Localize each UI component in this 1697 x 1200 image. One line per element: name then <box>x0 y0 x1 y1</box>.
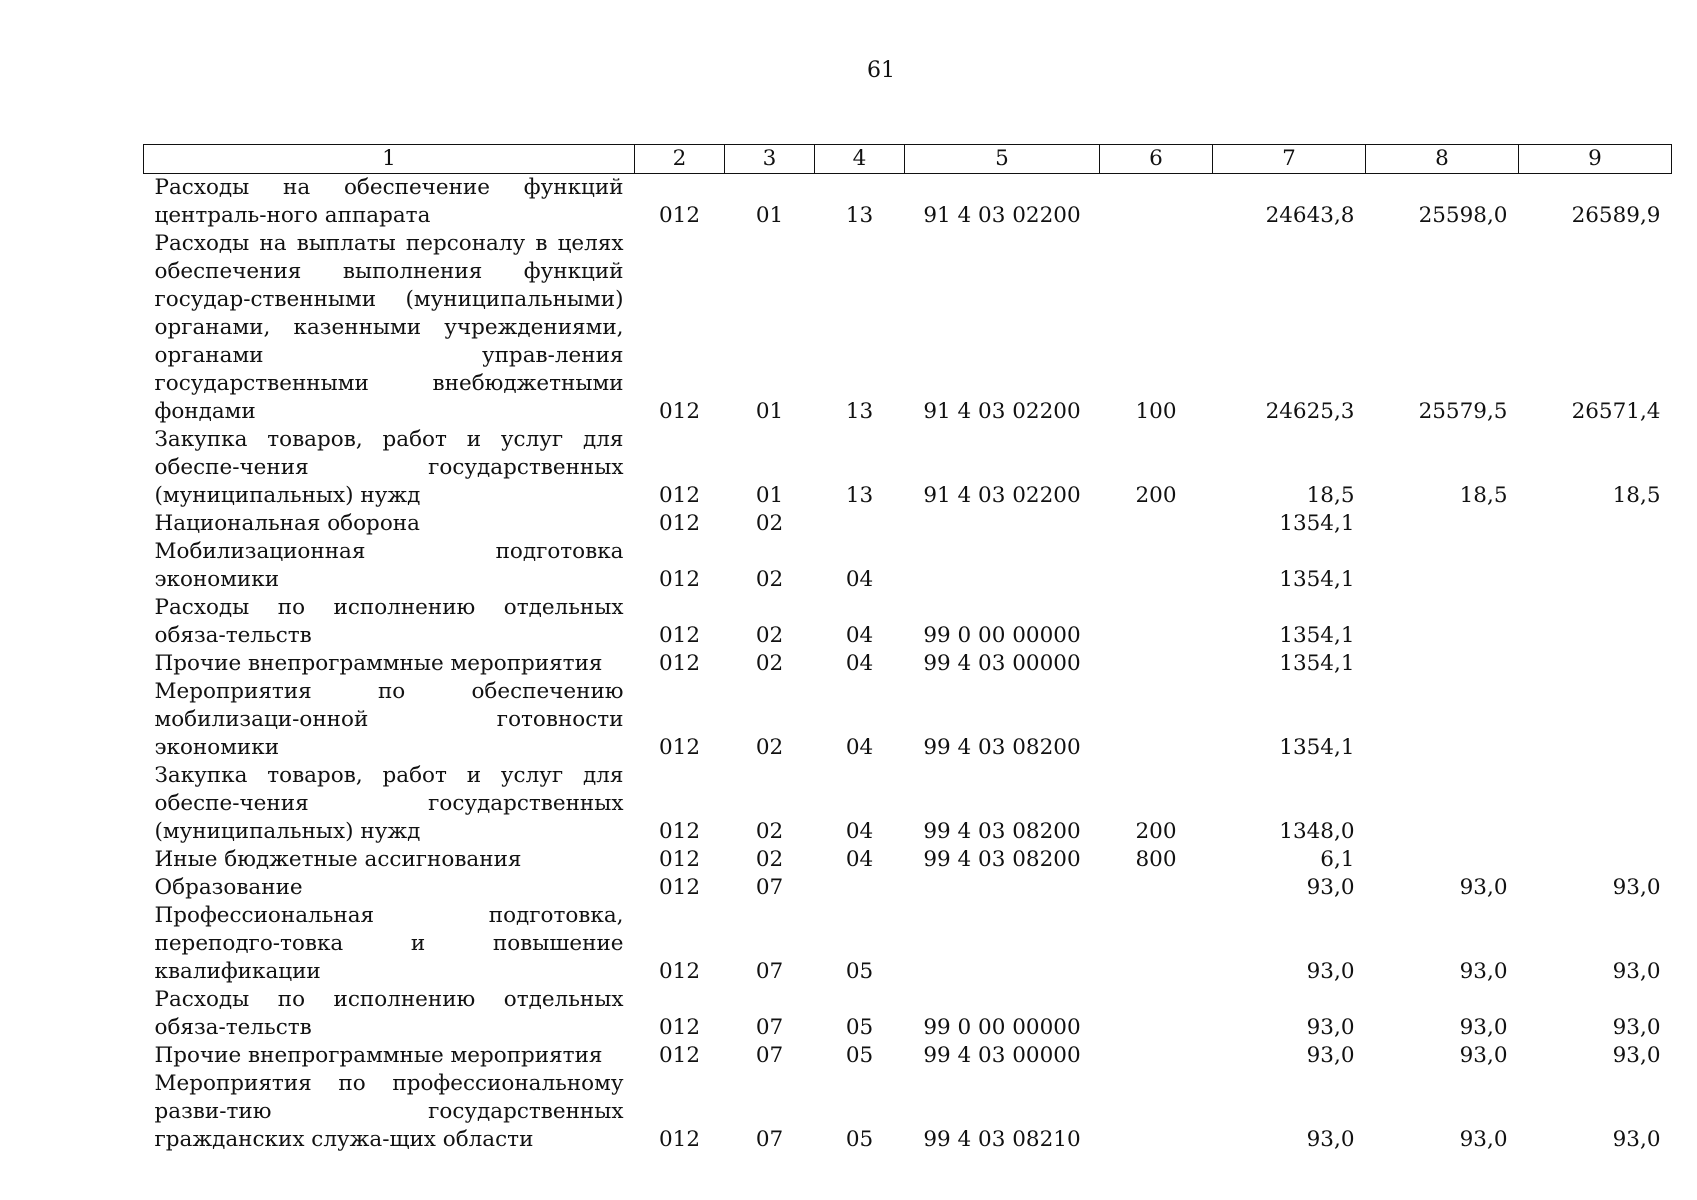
row-amount-col7-cell: 93,0 <box>1306 1015 1355 1040</box>
row-admin-code-cell: 012 <box>658 399 701 424</box>
row-amount-col9-cell <box>1519 594 1672 650</box>
row-section-cell: 01 <box>755 483 784 508</box>
row-name-cell: Расходы по исполнению отдельных обяза-тельств <box>154 987 624 1040</box>
row-amount-col8-cell: 93,0 <box>1459 1015 1508 1040</box>
row-subsection-cell: 13 <box>845 203 874 228</box>
row-section-cell: 02 <box>755 847 784 872</box>
row-target-article-cell: 91 4 03 02200 <box>923 203 1081 228</box>
row-name-cell: Расходы на обеспечение функций централь-ного аппарата <box>154 175 624 228</box>
row-subsection-cell: 05 <box>845 1015 874 1040</box>
row-name-cell: Национальная оборона <box>154 511 420 536</box>
table-row <box>144 510 1672 538</box>
row-amount-col8-cell <box>1366 538 1519 594</box>
row-name-cell: Иные бюджетные ассигнования <box>154 847 522 872</box>
row-amount-col8-cell: 93,0 <box>1459 875 1508 900</box>
row-target-article-cell: 99 4 03 08200 <box>923 847 1081 872</box>
row-target-article-cell: 99 4 03 00000 <box>923 1043 1081 1068</box>
row-name-cell: Мобилизационная подготовка экономики <box>154 539 624 592</box>
row-subsection-cell: 05 <box>845 1043 874 1068</box>
row-admin-code-cell: 012 <box>658 735 701 760</box>
row-name-cell: Прочие внепрограммные мероприятия <box>154 651 603 676</box>
table-row <box>144 846 1672 874</box>
row-target-article-cell: 99 0 00 00000 <box>923 623 1081 648</box>
table-header <box>144 145 1672 174</box>
row-subsection-cell: 05 <box>845 959 874 984</box>
row-amount-col9-cell: 26589,9 <box>1571 203 1661 228</box>
table-body <box>144 174 1672 1155</box>
column-header: 6 <box>1100 145 1213 174</box>
row-admin-code-cell: 012 <box>658 203 701 228</box>
column-header: 7 <box>1213 145 1366 174</box>
column-header: 8 <box>1366 145 1519 174</box>
row-subsection-cell: 04 <box>845 735 874 760</box>
row-amount-col8-cell: 93,0 <box>1459 959 1508 984</box>
table-row <box>144 538 1672 594</box>
row-target-article-cell <box>905 902 1100 986</box>
row-subsection-cell: 13 <box>845 399 874 424</box>
row-name-cell: Закупка товаров, работ и услуг для обеспе-чения государственных (муниципальных) нужд <box>154 763 624 844</box>
row-admin-code-cell: 012 <box>658 819 701 844</box>
table-row <box>144 174 1672 231</box>
row-amount-col7-cell: 1354,1 <box>1279 511 1355 536</box>
row-admin-code-cell: 012 <box>658 875 701 900</box>
row-expense-type-cell <box>1100 174 1213 231</box>
row-amount-col8-cell: 93,0 <box>1459 1127 1508 1152</box>
row-section-cell: 07 <box>755 1015 784 1040</box>
row-admin-code-cell: 012 <box>658 483 701 508</box>
row-section-cell: 02 <box>755 651 784 676</box>
row-name-cell: Мероприятия по обеспечению мобилизаци-онной готовности экономики <box>154 679 624 760</box>
row-amount-col9-cell <box>1519 510 1672 538</box>
row-expense-type-cell <box>1100 510 1213 538</box>
row-amount-col8-cell: 18,5 <box>1459 483 1508 508</box>
row-section-cell: 07 <box>755 875 784 900</box>
row-name-cell: Прочие внепрограммные мероприятия <box>154 1043 603 1068</box>
row-amount-col8-cell <box>1366 650 1519 678</box>
row-amount-col9-cell: 93,0 <box>1612 875 1661 900</box>
row-expense-type-cell: 100 <box>1135 399 1177 424</box>
row-admin-code-cell: 012 <box>658 511 701 536</box>
row-expense-type-cell <box>1100 986 1213 1042</box>
row-target-article-cell <box>905 510 1100 538</box>
column-header: 3 <box>725 145 815 174</box>
row-target-article-cell: 99 0 00 00000 <box>923 1015 1081 1040</box>
row-expense-type-cell: 200 <box>1135 819 1177 844</box>
row-admin-code-cell: 012 <box>658 1127 701 1152</box>
row-admin-code-cell: 012 <box>658 1043 701 1068</box>
row-amount-col9-cell: 93,0 <box>1612 1043 1661 1068</box>
row-admin-code-cell: 012 <box>658 623 701 648</box>
table-row <box>144 1042 1672 1070</box>
row-amount-col9-cell: 26571,4 <box>1571 399 1661 424</box>
row-target-article-cell: 99 4 03 00000 <box>923 651 1081 676</box>
column-header: 4 <box>815 145 905 174</box>
column-header: 5 <box>905 145 1100 174</box>
row-subsection-cell: 04 <box>845 567 874 592</box>
column-header: 9 <box>1519 145 1672 174</box>
row-name-cell: Закупка товаров, работ и услуг для обеспе-чения государственных (муниципальных) нужд <box>154 427 624 508</box>
row-amount-col8-cell <box>1366 846 1519 874</box>
row-section-cell: 07 <box>755 1043 784 1068</box>
row-amount-col7-cell: 6,1 <box>1320 847 1355 872</box>
row-expense-type-cell <box>1100 594 1213 650</box>
row-subsection-cell: 05 <box>845 1127 874 1152</box>
row-section-cell: 07 <box>755 959 784 984</box>
row-target-article-cell: 91 4 03 02200 <box>923 483 1081 508</box>
row-amount-col8-cell: 25598,0 <box>1418 203 1508 228</box>
row-subsection-cell: 13 <box>845 483 874 508</box>
table-row <box>144 902 1672 986</box>
row-target-article-cell: 99 4 03 08200 <box>923 735 1081 760</box>
row-subsection-cell: 04 <box>845 651 874 676</box>
row-name-cell: Расходы по исполнению отдельных обяза-тельств <box>154 595 624 648</box>
row-section-cell: 01 <box>755 399 784 424</box>
row-target-article-cell: 99 4 03 08210 <box>923 1127 1081 1152</box>
row-amount-col9-cell: 93,0 <box>1612 1127 1661 1152</box>
row-amount-col9-cell: 93,0 <box>1612 959 1661 984</box>
row-section-cell: 07 <box>755 1127 784 1152</box>
row-amount-col9-cell <box>1519 650 1672 678</box>
table-row <box>144 1070 1672 1154</box>
row-admin-code-cell: 012 <box>658 567 701 592</box>
row-expense-type-cell <box>1100 678 1213 762</box>
row-amount-col9-cell <box>1519 762 1672 846</box>
row-expense-type-cell <box>1100 538 1213 594</box>
row-amount-col8-cell <box>1366 594 1519 650</box>
row-amount-col8-cell <box>1366 510 1519 538</box>
row-amount-col7-cell: 1354,1 <box>1279 735 1355 760</box>
row-name-cell: Образование <box>154 875 303 900</box>
row-amount-col7-cell: 93,0 <box>1306 1127 1355 1152</box>
budget-table <box>143 144 1672 1154</box>
table-row <box>144 230 1672 426</box>
row-amount-col8-cell <box>1366 762 1519 846</box>
row-subsection-cell <box>815 510 905 538</box>
row-expense-type-cell <box>1100 874 1213 902</box>
row-section-cell: 02 <box>755 567 784 592</box>
row-amount-col7-cell: 1354,1 <box>1279 651 1355 676</box>
row-expense-type-cell: 800 <box>1135 847 1177 872</box>
row-amount-col8-cell <box>1366 678 1519 762</box>
row-amount-col7-cell: 1354,1 <box>1279 623 1355 648</box>
row-name-cell: Мероприятия по профессиональному разви-тию государственных гражданских служа-щих области <box>154 1071 624 1152</box>
row-admin-code-cell: 012 <box>658 847 701 872</box>
row-amount-col7-cell: 18,5 <box>1306 483 1355 508</box>
row-admin-code-cell: 012 <box>658 651 701 676</box>
table-row <box>144 986 1672 1042</box>
row-section-cell: 02 <box>755 623 784 648</box>
row-target-article-cell <box>905 874 1100 902</box>
table-row <box>144 426 1672 510</box>
row-expense-type-cell: 200 <box>1135 483 1177 508</box>
table-row <box>144 594 1672 650</box>
row-target-article-cell: 99 4 03 08200 <box>923 819 1081 844</box>
row-amount-col7-cell: 93,0 <box>1306 1043 1355 1068</box>
row-target-article-cell: 91 4 03 02200 <box>923 399 1081 424</box>
row-section-cell: 01 <box>755 203 784 228</box>
row-expense-type-cell <box>1100 1070 1213 1154</box>
row-amount-col7-cell: 1354,1 <box>1279 567 1355 592</box>
row-amount-col9-cell: 93,0 <box>1612 1015 1661 1040</box>
row-amount-col8-cell: 25579,5 <box>1418 399 1508 424</box>
row-subsection-cell: 04 <box>845 623 874 648</box>
row-name-cell: Профессиональная подготовка, переподго-товка и повышение квалификации <box>154 903 624 984</box>
table-row <box>144 762 1672 846</box>
row-amount-col7-cell: 24643,8 <box>1265 203 1355 228</box>
row-amount-col7-cell: 1348,0 <box>1279 819 1355 844</box>
row-name-cell: Расходы на выплаты персоналу в целях обеспечения выполнения функций государ-ственными (муниципальными) органами, казенными учреждениями, органами управ-ления государственными внебюджетными фондами <box>154 231 624 424</box>
row-expense-type-cell <box>1100 1042 1213 1070</box>
row-expense-type-cell <box>1100 650 1213 678</box>
row-section-cell: 02 <box>755 819 784 844</box>
table-row <box>144 678 1672 762</box>
row-admin-code-cell: 012 <box>658 1015 701 1040</box>
row-amount-col9-cell <box>1519 538 1672 594</box>
header-row <box>144 145 1672 174</box>
row-subsection-cell: 04 <box>845 819 874 844</box>
page-number: 61 <box>867 58 895 83</box>
row-section-cell: 02 <box>755 735 784 760</box>
row-admin-code-cell: 012 <box>658 959 701 984</box>
table-row <box>144 874 1672 902</box>
row-amount-col7-cell: 93,0 <box>1306 959 1355 984</box>
row-amount-col7-cell: 24625,3 <box>1265 399 1355 424</box>
table-row <box>144 650 1672 678</box>
row-section-cell: 02 <box>755 511 784 536</box>
column-header: 1 <box>144 145 635 174</box>
row-amount-col9-cell: 18,5 <box>1612 483 1661 508</box>
row-subsection-cell <box>815 874 905 902</box>
row-target-article-cell <box>905 538 1100 594</box>
row-amount-col9-cell <box>1519 846 1672 874</box>
column-header: 2 <box>635 145 725 174</box>
row-amount-col9-cell <box>1519 678 1672 762</box>
row-expense-type-cell <box>1100 902 1213 986</box>
row-amount-col8-cell: 93,0 <box>1459 1043 1508 1068</box>
row-amount-col7-cell: 93,0 <box>1306 875 1355 900</box>
row-subsection-cell: 04 <box>845 847 874 872</box>
